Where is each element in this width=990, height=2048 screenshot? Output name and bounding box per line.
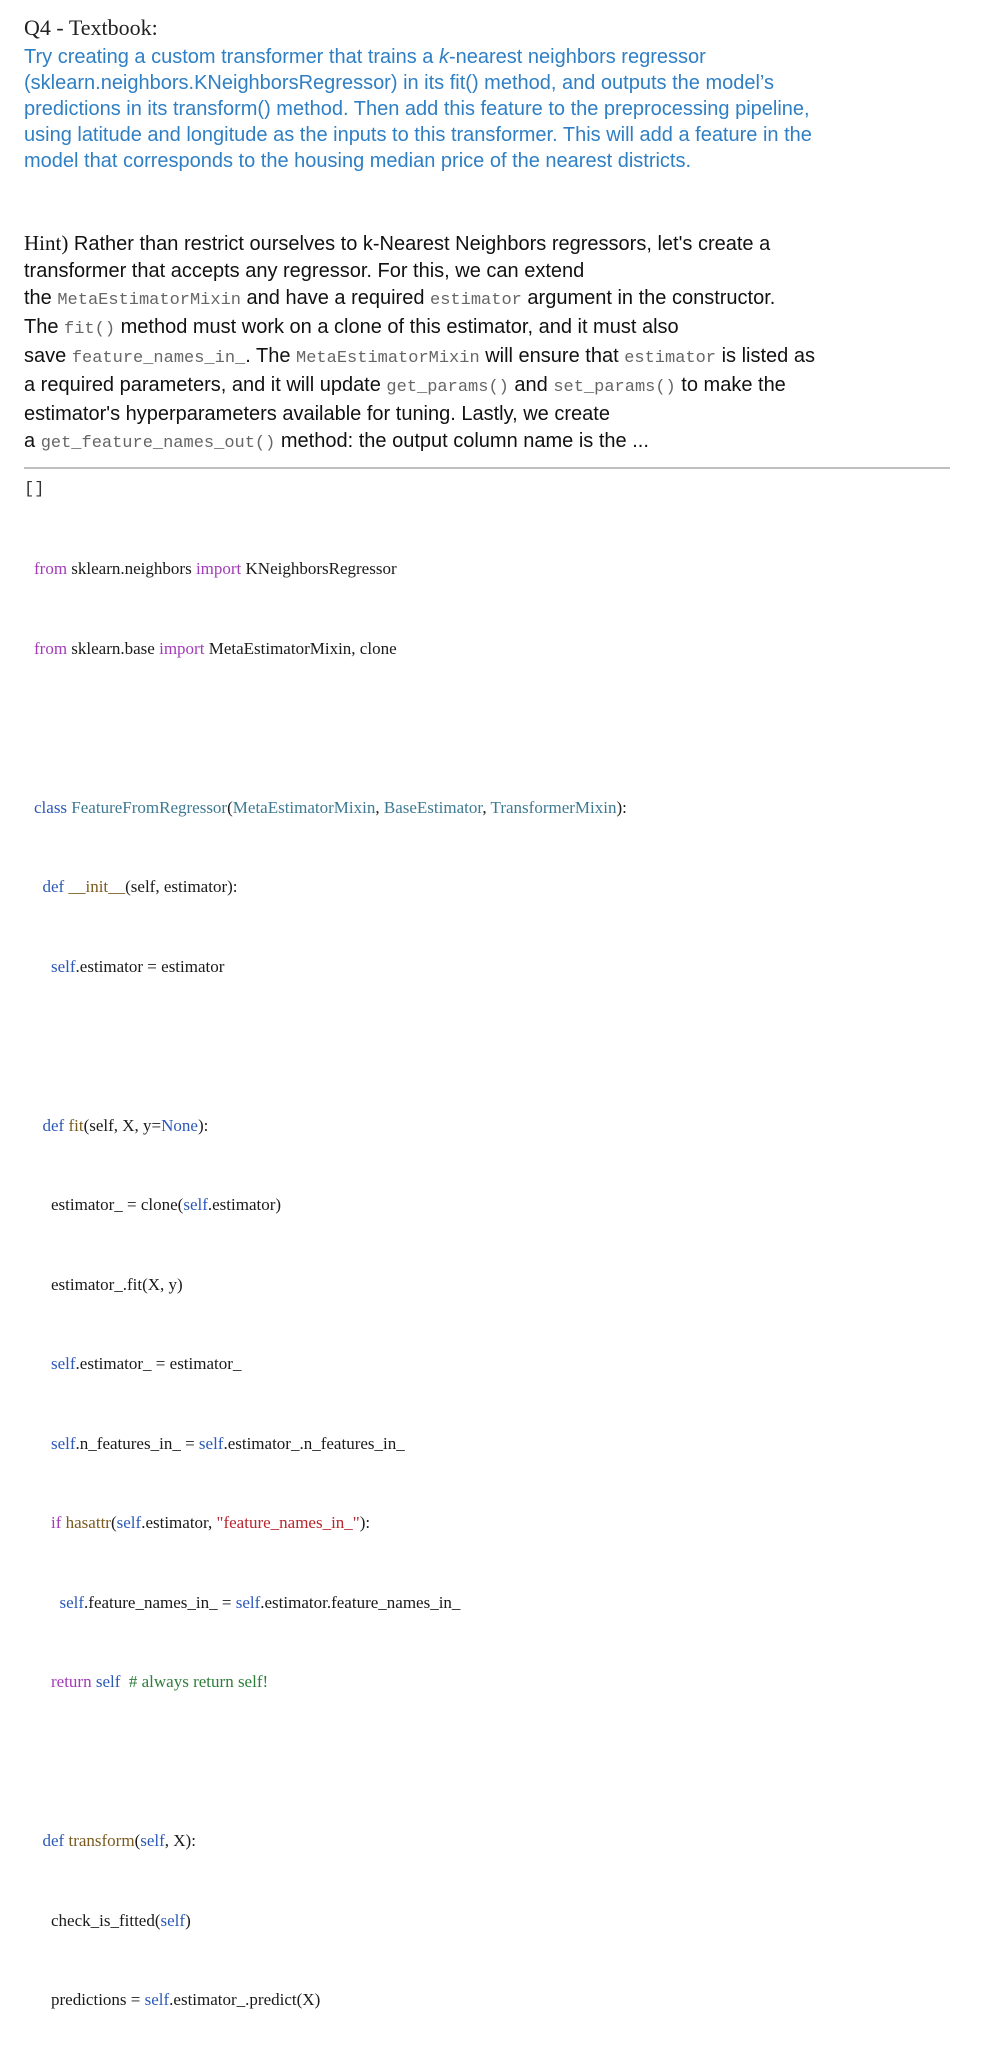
code-line-blank [34, 1749, 954, 1776]
code-line-11: self.estimator_ = estimator_ [51, 1354, 242, 1373]
hint-line-4: The fit() method must work on a clone of this estimator, and it must also [24, 316, 679, 339]
code-line-blank [34, 715, 954, 742]
code-line-6: self.estimator = estimator [51, 956, 225, 976]
code-line-5: def __init__(self, estimator): [42, 877, 238, 896]
question-line-2: (sklearn.neighbors.KNeighborsRegressor) in its fit() method, and outputs the model’s [24, 72, 774, 94]
hint-label: Hint) [24, 231, 69, 255]
question-title: Q4 - Textbook: [24, 15, 158, 40]
code-line-17: def transform(self, X): [42, 1831, 196, 1850]
code-line-14: self.feature_names_in_ = self.estimator.feature_names_in_ [59, 1592, 461, 1612]
code-line-2: from sklearn.base import MetaEstimatorMixin, clone [34, 638, 397, 658]
code-line-15: return self # always return self! [51, 1672, 269, 1691]
code-line-19: predictions = self.estimator_.predict(X) [51, 1990, 321, 2009]
question-text [24, 44, 954, 174]
hint-line-3: the MetaEstimatorMixin and have a required estimator argument in the constructor. [24, 287, 776, 310]
hint-line-1: Hint) Rather than restrict ourselves to k-Nearest Neighbors regressors, let's create a [24, 231, 771, 255]
question-line-4: using latitude and longitude as the inputs to this transformer. This will add a feature in the [24, 124, 812, 146]
hint-line-6: a required parameters, and it will update get_params() and set_params() to make the [24, 374, 786, 397]
question-line-5: model that corresponds to the housing median price of the nearest districts. [24, 150, 692, 172]
question-line-3: predictions in its transform() method. Then add this feature to the preprocessing pipeline, [24, 98, 810, 120]
code-line-18: check_is_fitted(self) [51, 1910, 191, 1930]
code-line-1: from sklearn.neighbors import KNeighborsRegressor [34, 559, 397, 578]
code-cell[interactable] [34, 503, 954, 2048]
hint-line-2: transformer that accepts any regressor. For this, we can extend [24, 260, 585, 282]
code-line-13: if hasattr(self.estimator, "feature_names_in_"): [51, 1513, 371, 1532]
cell-divider [24, 467, 950, 469]
code-line-4: class FeatureFromRegressor(MetaEstimatorMixin, BaseEstimator, TransformerMixin): [34, 797, 627, 817]
notebook-page [24, 10, 954, 2048]
code-line-10: estimator_.fit(X, y) [51, 1274, 183, 1294]
hint-line-5: save feature_names_in_. The MetaEstimatorMixin will ensure that estimator is listed as [24, 345, 815, 368]
hint-paragraph [24, 230, 954, 457]
hint-line-8: a get_feature_names_out() method: the output column name is the ... [24, 430, 649, 453]
code-line-8: def fit(self, X, y=None): [42, 1115, 209, 1135]
cell-run-indicator[interactable]: [] [24, 480, 45, 499]
code-line-12: self.n_features_in_ = self.estimator_.n_features_in_ [51, 1433, 405, 1453]
code-line-9: estimator_ = clone(self.estimator) [51, 1195, 282, 1214]
question-line-1: Try creating a custom transformer that trains a k-nearest neighbors regressor [24, 46, 706, 68]
hint-line-7: estimator's hyperparameters available for tuning. Lastly, we create [24, 403, 610, 425]
code-line-blank [34, 1033, 954, 1060]
